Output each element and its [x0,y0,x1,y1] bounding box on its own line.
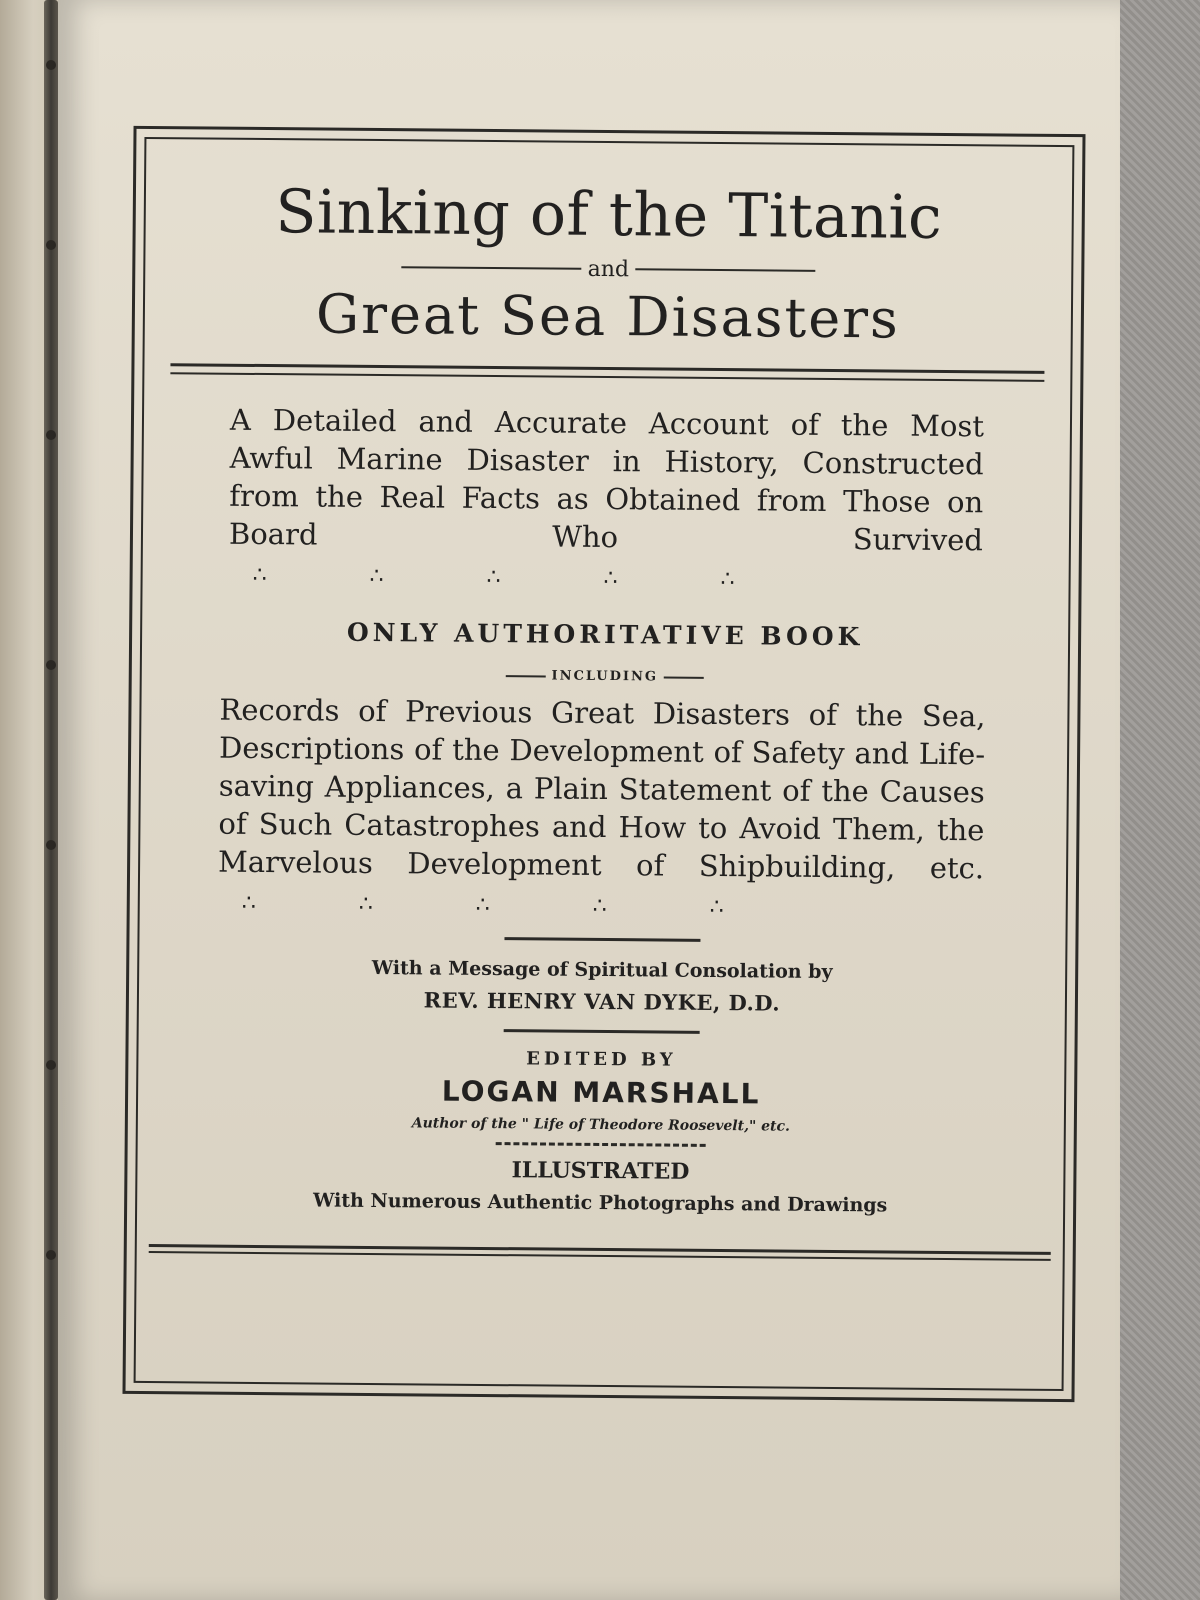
book-subtitle: Great Sea Disasters [315,282,900,351]
authority-heading: ONLY AUTHORITATIVE BOOK [346,617,864,652]
editor-credit: Author of the " Life of Theodore Roosevelt," etc. [411,1115,790,1135]
message-author: REV. HENRY VAN DYKE, D.D. [423,987,781,1016]
description-text: A Detailed and Accurate Account of the Most Awful Marine Disaster in History, Constructed from the Real Facts as Obtained from Those on Board Who Survived [228,402,985,558]
illustrated-label: ILLUSTRATED [511,1157,690,1185]
editor-name: LOGAN MARSHALL [441,1074,761,1111]
rule-right [664,676,704,678]
title-page-content [167,159,1043,1261]
binding-stitch [46,430,56,440]
rule-right [635,268,815,272]
binding-stitch [46,1060,56,1070]
including-paragraph [218,691,986,930]
dotted-rule [496,1142,706,1147]
binding-stitch [46,660,56,670]
double-rule-divider [170,363,1044,382]
bottom-double-rule [149,1244,1051,1261]
binding-stitch [46,1250,56,1260]
ornament-dots: ∴ ∴ ∴ ∴ ∴ [252,562,783,593]
section-rule [504,1029,700,1034]
page-border-inner [134,137,1075,1391]
page-border-frame [122,126,1085,1402]
rule-left [506,675,546,677]
description-paragraph [228,401,984,602]
ornament-dots: ∴ ∴ ∴ ∴ ∴ [241,890,772,921]
including-text: Records of Previous Great Disasters of the Sea, Descriptions of the Development of Safety and Life-saving Appliances, a Plain Statement of the Causes of Such Catastrophes and How to Avoid Them, the Marvelous Development of Shipbuilding, etc. [217,692,986,886]
binding-stitch [46,60,56,70]
conjunction-word: and [587,256,630,282]
book-title: Sinking of the Titanic [275,177,943,253]
binding-stitch [46,840,56,850]
message-line: With a Message of Spiritual Consolation by [371,956,833,984]
including-label: INCLUDING [551,668,659,685]
illustrated-note: With Numerous Authentic Photographs and Drawings [312,1189,888,1217]
rule-left [402,266,582,270]
including-row [172,665,1038,688]
edited-by-label: EDITED BY [526,1048,677,1071]
binding-stitch [46,240,56,250]
section-rule [504,937,700,942]
